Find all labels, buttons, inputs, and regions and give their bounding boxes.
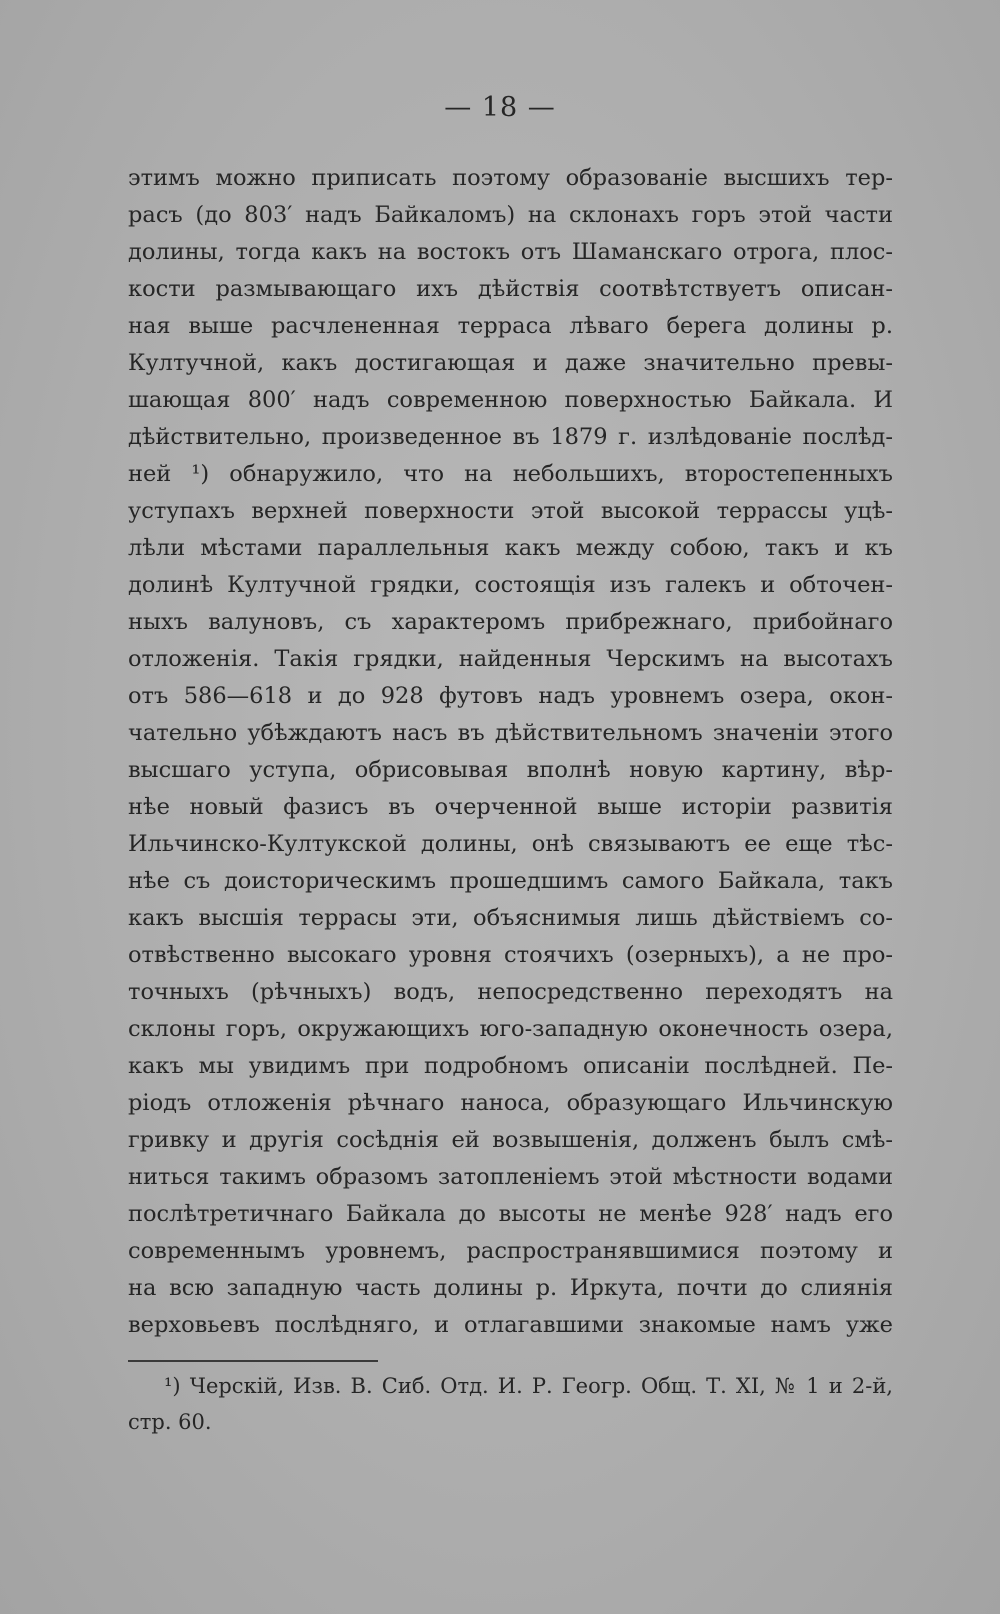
text-line: Ильчинско-Култукской долины, онѣ связываютъ ее еще тѣс- — [128, 831, 893, 857]
text-line: шающая 800′ надъ современною поверхностью Байкала. И — [128, 387, 893, 413]
text-line: кости размывающаго ихъ дѣйствія соотвѣтствуетъ описан- — [128, 276, 893, 302]
footnote-line: ¹) Черскій, Изв. В. Сиб. Отд. И. Р. Геогр. Общ. Т. XI, № 1 и 2-й, — [164, 1374, 893, 1398]
footnote-line: стр. 60. — [128, 1410, 212, 1434]
footnote-divider — [128, 1360, 378, 1362]
text-line: ріодъ отложенія рѣчнаго наноса, образующаго Ильчинскую — [128, 1090, 893, 1116]
text-line: какъ высшія террасы эти, объяснимыя лишь дѣйствіемъ со- — [128, 905, 893, 931]
text-line: ная выше расчлененная терраса лѣваго берега долины р. — [128, 313, 893, 339]
text-line: чательно убѣждаютъ насъ въ дѣйствительномъ значеніи этого — [128, 720, 893, 746]
footnote — [128, 1368, 893, 1440]
text-line: современнымъ уровнемъ, распространявшимися поэтому и — [128, 1238, 893, 1264]
text-line: ныхъ валуновъ, съ характеромъ прибрежнаго, прибойнаго — [128, 609, 893, 635]
text-line: Култучной, какъ достигающая и даже значительно превы- — [128, 350, 893, 376]
page-number: — 18 — — [444, 92, 556, 123]
text-line: отложенія. Такія грядки, найденныя Черскимъ на высотахъ — [128, 646, 893, 672]
text-line: точныхъ (рѣчныхъ) водъ, непосредственно переходятъ на — [128, 979, 893, 1005]
text-line: долины, тогда какъ на востокъ отъ Шаманскаго отрога, плос- — [128, 239, 893, 265]
text-line: ниться такимъ образомъ затопленіемъ этой мѣстности водами — [128, 1164, 893, 1190]
text-line: ней ¹) обнаружило, что на небольшихъ, второстепенныхъ — [128, 461, 893, 487]
text-line: расъ (до 803′ надъ Байкаломъ) на склонахъ горъ этой части — [128, 202, 893, 228]
text-line: какъ мы увидимъ при подробномъ описаніи послѣдней. Пе- — [128, 1053, 893, 1079]
text-line: отъ 586—618 и до 928 футовъ надъ уровнемъ озера, окон- — [128, 683, 893, 709]
text-line: на всю западную часть долины р. Иркута, почти до слиянія — [128, 1275, 893, 1301]
text-line: склоны горъ, окружающихъ юго-западную оконечность озера, — [128, 1016, 893, 1042]
text-line: долинѣ Култучной грядки, состоящія изъ галекъ и обточен- — [128, 572, 893, 598]
text-line: гривку и другія сосѣднія ей возвышенія, долженъ былъ смѣ- — [128, 1127, 893, 1153]
text-line: высшаго уступа, обрисовывая вполнѣ новую картину, вѣр- — [128, 757, 893, 783]
text-line: уступахъ верхней поверхности этой высокой террассы уцѣ- — [128, 498, 893, 524]
text-line: послѣтретичнаго Байкала до высоты не менѣе 928′ надъ его — [128, 1201, 893, 1227]
text-line: верховьевъ послѣдняго, и отлагавшими знакомые намъ уже — [128, 1312, 893, 1338]
text-line: этимъ можно приписать поэтому образованіе высшихъ тер- — [128, 165, 893, 191]
body-text — [128, 160, 893, 1344]
text-line: дѣйствительно, произведенное въ 1879 г. излѣдованіе послѣд- — [128, 424, 893, 450]
text-line: отвѣственно высокаго уровня стоячихъ (озерныхъ), а не про- — [128, 942, 893, 968]
text-line: лѣли мѣстами параллельныя какъ между собою, такъ и къ — [128, 535, 893, 561]
text-line: нѣе новый фазисъ въ очерченной выше исторіи развитія — [128, 794, 893, 820]
text-line: нѣе съ доисторическимъ прошедшимъ самого Байкала, такъ — [128, 868, 893, 894]
